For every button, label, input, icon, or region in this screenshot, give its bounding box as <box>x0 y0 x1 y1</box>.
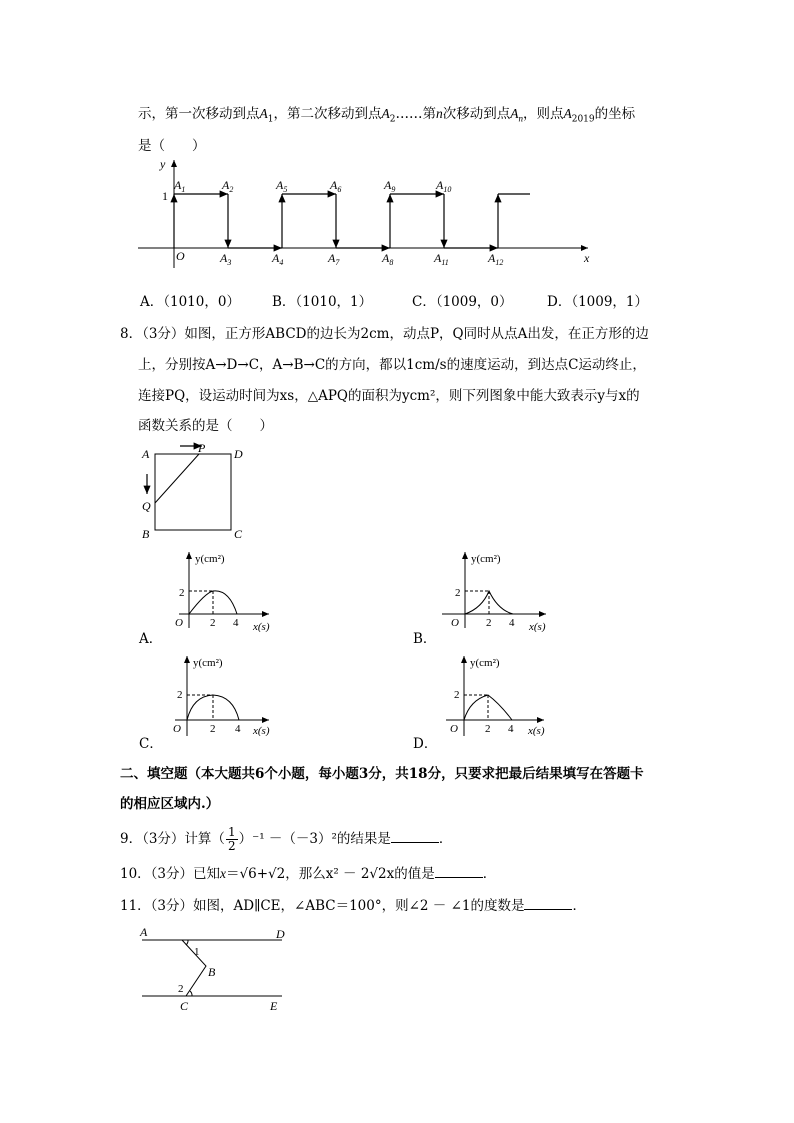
svg-text:2: 2 <box>486 617 492 629</box>
q7-line1: 示，第一次移动到点$A_1$，第二次移动到点$A_2\dots\dots$第n次移动到点$A_n$，则点$A_{2019}$的坐标 <box>138 106 636 125</box>
svg-text:A1: $A_1$ <box>174 178 186 194</box>
svg-text:B: B <box>142 527 150 541</box>
q8-graph-a <box>165 548 285 632</box>
q8-graph-b <box>442 548 562 632</box>
svg-text:2: 2 <box>178 983 184 995</box>
svg-text:2: 2 <box>177 689 183 701</box>
origin-label: O <box>176 249 185 263</box>
svg-text:O: O <box>173 723 181 735</box>
one-label: 1 <box>162 189 168 203</box>
svg-text:4: 4 <box>235 723 241 735</box>
svg-text:1: 1 <box>194 946 200 958</box>
svg-text:x(s): x(s) <box>253 621 270 632</box>
svg-text:A7: $A_7$ <box>328 251 340 267</box>
svg-text:x(s): x(s) <box>528 725 545 736</box>
q8-option-b[interactable]: B． <box>413 631 437 647</box>
svg-text:O: O <box>451 617 459 629</box>
q7-figure <box>138 156 598 268</box>
svg-text:A8: $A_8$ <box>382 251 394 267</box>
svg-text:A5: $A_5$ <box>276 178 288 194</box>
q9-answer-blank[interactable] <box>391 830 439 843</box>
svg-text:A10: $A_{10}$ <box>436 178 452 194</box>
svg-text:A3: $A_3$ <box>220 251 232 267</box>
svg-text:P: P <box>198 441 206 455</box>
q8-graph-c <box>165 652 285 736</box>
svg-text:y(cm²): y(cm²) <box>471 553 501 565</box>
q11-figure <box>136 922 296 1014</box>
x-label: x <box>584 251 590 265</box>
svg-text:A11: $A_{11}$ <box>434 251 449 267</box>
q10-line: 10．（3分）已知x＝√6+√2，那么x² － 2√2x的值是 ． <box>120 866 497 882</box>
q8-graph-d <box>440 652 560 736</box>
svg-text:2: 2 <box>210 723 216 735</box>
q8-line1: 8．（3分）如图，正方形ABCD的边长为2cm，动点P，Q同时从点A出发，在正方形的边 <box>120 326 649 342</box>
svg-text:A6: $A_6$ <box>330 178 342 194</box>
section2-heading-line1: 二、填空题（本大题共6个小题，每小题3分，共18分，只要求把最后结果填写在答题卡 <box>120 766 644 782</box>
svg-text:4: 4 <box>508 723 514 735</box>
svg-text:D: D <box>276 927 285 941</box>
q7-option-a[interactable]: A．（1010，0） <box>140 294 240 310</box>
q8-option-d[interactable]: D． <box>413 736 438 752</box>
svg-text:2: 2 <box>485 723 491 735</box>
svg-text:D: D <box>234 447 243 461</box>
q11-line: 11．（3分）如图，AD∥CE，∠ABC＝100°，则∠2 － ∠1的度数是 ． <box>120 898 586 914</box>
svg-text:4: 4 <box>233 617 239 629</box>
svg-text:C: C <box>234 527 243 541</box>
q7-option-d[interactable]: D．（1009，1） <box>547 294 649 310</box>
svg-text:A: A <box>142 447 150 461</box>
svg-text:A4: $A_4$ <box>272 251 284 267</box>
q8-square-figure <box>138 438 258 542</box>
svg-text:A: A <box>140 925 148 939</box>
svg-text:A9: $A_9$ <box>384 178 396 194</box>
svg-text:O: O <box>450 723 458 735</box>
svg-text:A2: $A_2$ <box>222 178 234 194</box>
svg-text:y(cm²): y(cm²) <box>195 553 225 565</box>
q8-line4: 函数关系的是（ ） <box>138 418 273 434</box>
q7-option-c[interactable]: C．（1009，0） <box>412 294 513 310</box>
q8-option-a[interactable]: A． <box>139 631 163 647</box>
svg-text:2: 2 <box>455 587 461 599</box>
svg-text:Q: Q <box>142 499 151 513</box>
q8-line2: 上，分别按A→D→C，A→B→C的方向，都以1cm/s的速度运动，到达点C运动终止， <box>138 357 646 373</box>
svg-text:C: C <box>180 999 189 1013</box>
q8-line3: 连接PQ，设运动时间为xs，△APQ的面积为ycm²，则下列图象中能大致表示y与x的 <box>138 388 640 404</box>
q10-answer-blank[interactable] <box>435 865 483 878</box>
svg-text:4: 4 <box>509 617 515 629</box>
q8-option-c[interactable]: C． <box>139 736 163 752</box>
svg-text:y(cm²): y(cm²) <box>193 657 223 669</box>
svg-text:E: E <box>270 999 278 1013</box>
q7-option-b[interactable]: B．（1010，1） <box>272 294 373 310</box>
svg-text:2: 2 <box>179 587 185 599</box>
q7-line2: 是（ ） <box>138 138 206 154</box>
y-label: y <box>160 157 166 171</box>
svg-text:A12: $A_{12}$ <box>488 251 504 267</box>
svg-text:2: 2 <box>210 617 216 629</box>
svg-text:B: B <box>208 965 216 979</box>
svg-text:x(s): x(s) <box>529 621 546 632</box>
q9-line: 9．（3分）计算（ $\frac{1}{2}$ ）⁻¹ －（－3）²的结果是 ． <box>120 825 453 853</box>
svg-text:x(s): x(s) <box>253 725 270 736</box>
svg-text:2: 2 <box>454 689 460 701</box>
section2-heading-line2: 的相应区域内.） <box>120 796 220 812</box>
svg-text:y(cm²): y(cm²) <box>470 657 500 669</box>
svg-text:O: O <box>175 617 183 629</box>
q11-answer-blank[interactable] <box>524 897 572 910</box>
